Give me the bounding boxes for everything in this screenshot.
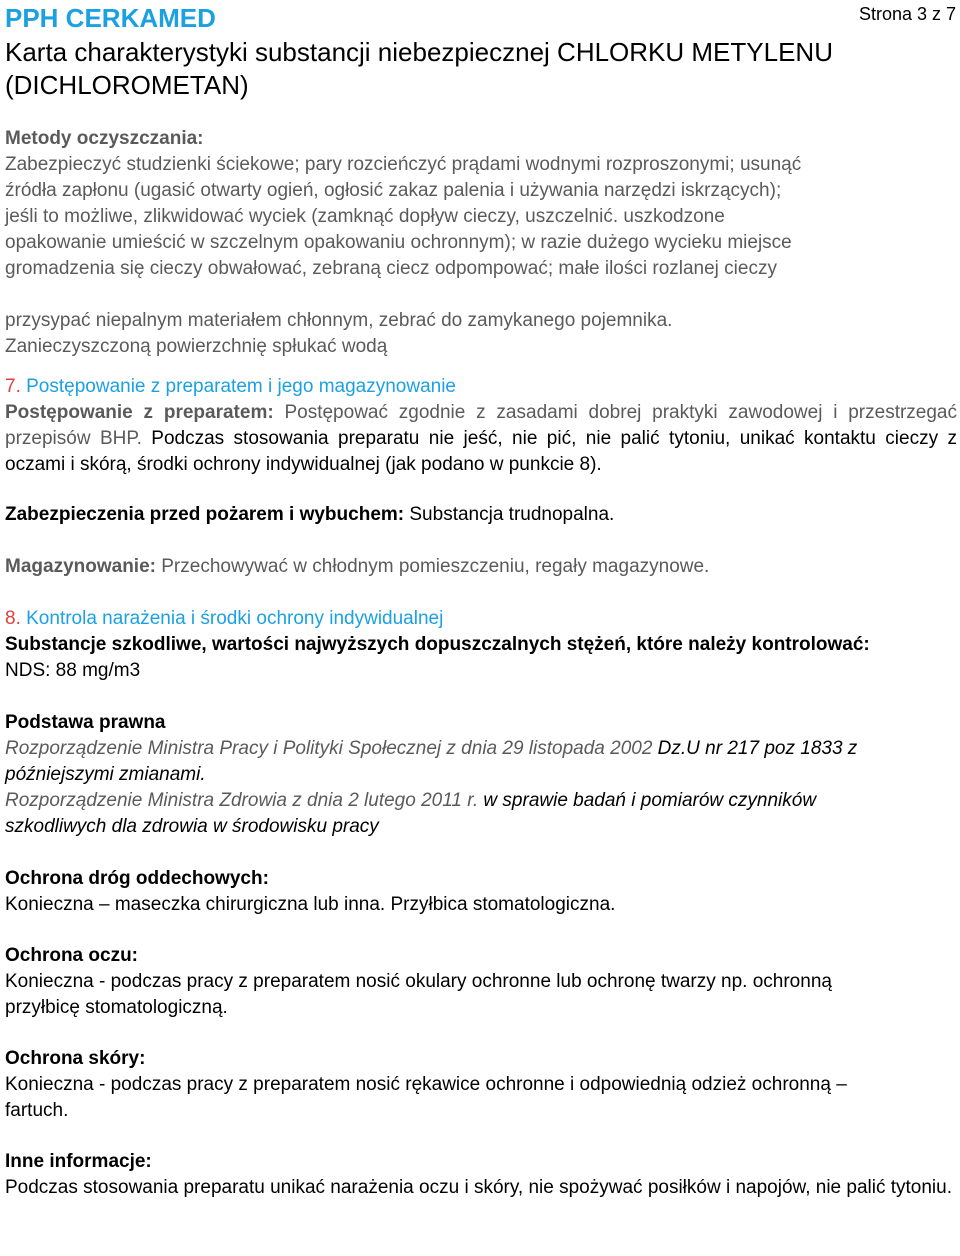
fire-text: Substancja trudnopalna. xyxy=(404,504,615,525)
cleanup-line-7: Zanieczyszczoną powierzchnię spłukać wodą xyxy=(5,336,388,357)
handling-paragraph xyxy=(5,400,957,478)
respiratory-protection-label: Ochrona dróg oddechowych: xyxy=(5,868,269,889)
substances-label: Substancje szkodliwe, wartości najwyższych dopuszczalnych stężeń, które należy kontrolować: xyxy=(5,634,870,655)
legal-basis-2: Rozporządzenie Ministra Zdrowia z dnia 2 lutego 2011 r. w sprawie badań i pomiarów czynników szkodliwych dla zdrowia w środowisku pracy xyxy=(5,790,817,837)
cleanup-line-4: opakowanie umieścić w szczelnym opakowaniu ochronnym); w razie dużego wycieku miejsce xyxy=(5,232,792,253)
cleanup-line-2: źródła zapłonu (ugasić otwarty ogień, ogłosić zakaz palenia i używania narzędzi iskrzących); xyxy=(5,180,782,201)
fire-paragraph xyxy=(5,502,957,528)
respiratory-protection-text: Konieczna – maseczka chirurgiczna lub inna. Przyłbica stomatologiczna. xyxy=(5,894,616,915)
section-8-heading xyxy=(5,606,957,632)
document-title: Karta charakterystyki substancji niebezpiecznej CHLORKU METYLENU (DICHLOROMETAN) xyxy=(5,37,833,100)
eye-protection-text: Konieczna - podczas pracy z preparatem nosić okulary ochronne lub ochronę twarzy np. ochronną przyłbicę stomatologiczną. xyxy=(5,971,832,1018)
eye-protection-label: Ochrona oczu: xyxy=(5,945,139,966)
cleanup-line-6: przysypać niepalnym materiałem chłonnym, zebrać do zamykanego pojemnika. xyxy=(5,310,673,331)
cleanup-text xyxy=(5,152,957,360)
handling-text-2: Podczas stosowania preparatu nie jeść, nie pić, nie palić tytoniu, unikać kontaktu cieczy z oczami i skórą, środki ochrony indywidualnej (jak podano w punkcie 8). xyxy=(5,428,957,475)
cleanup-line-3: jeśli to możliwe, zlikwidować wyciek (zamknąć dopływ cieczy, uszczelnić. uszkodzone xyxy=(5,206,725,227)
other-info-text: Podczas stosowania preparatu unikać narażenia oczu i skóry, nie spożywać posiłków i napojów, nie palić tytoniu. xyxy=(5,1177,952,1198)
section-7-title: Postępowanie z preparatem i jego magazynowanie xyxy=(20,376,457,397)
handling-text-1: Postępować zgodnie z zasadami dobrej praktyki zawodowej i przestrzegać przepisów BHP. xyxy=(5,402,958,449)
document-body xyxy=(5,120,957,1201)
storage-label: Magazynowanie: xyxy=(5,556,156,577)
skin-protection-text: Konieczna - podczas pracy z preparatem nosić rękawice ochronne i odpowiednią odzież ochronną – fartuch. xyxy=(5,1074,847,1121)
cleanup-label: Metody oczyszczania: xyxy=(5,128,204,149)
fire-label: Zabezpieczenia przed pożarem i wybuchem: xyxy=(5,504,405,525)
section-7-heading xyxy=(5,374,957,400)
storage-paragraph xyxy=(5,554,957,580)
cleanup-line-5: gromadzenia się cieczy obwałować, zebraną ciecz odpompować; małe ilości rozlanej cieczy xyxy=(5,258,777,279)
skin-protection-label: Ochrona skóry: xyxy=(5,1048,146,1069)
storage-text: Przechowywać w chłodnym pomieszczeniu, regały magazynowe. xyxy=(155,556,710,577)
legal-basis-1: Rozporządzenie Ministra Pracy i Polityki Społecznej z dnia 29 listopada 2002 Dz.U nr 217 poz 1833 z późniejszymi zmianami. xyxy=(5,738,858,785)
section-8-title: Kontrola narażenia i środki ochrony indywidualnej xyxy=(20,608,444,629)
section-7-number: 7. xyxy=(5,376,21,397)
page-number: Strona 3 z 7 xyxy=(858,4,956,24)
cleanup-line-1: Zabezpieczyć studzienki ściekowe; pary rozcieńczyć prądami wodnymi rozproszonymi; usunąć xyxy=(5,154,802,175)
legal-basis-label: Podstawa prawna xyxy=(5,712,166,733)
other-info-label: Inne informacje: xyxy=(5,1151,152,1172)
section-8-number: 8. xyxy=(5,608,21,629)
handling-label: Postępowanie z preparatem: xyxy=(5,402,274,423)
nds-value: NDS: 88 mg/m3 xyxy=(5,660,141,681)
company-name: PPH CERKAMED xyxy=(5,3,216,33)
